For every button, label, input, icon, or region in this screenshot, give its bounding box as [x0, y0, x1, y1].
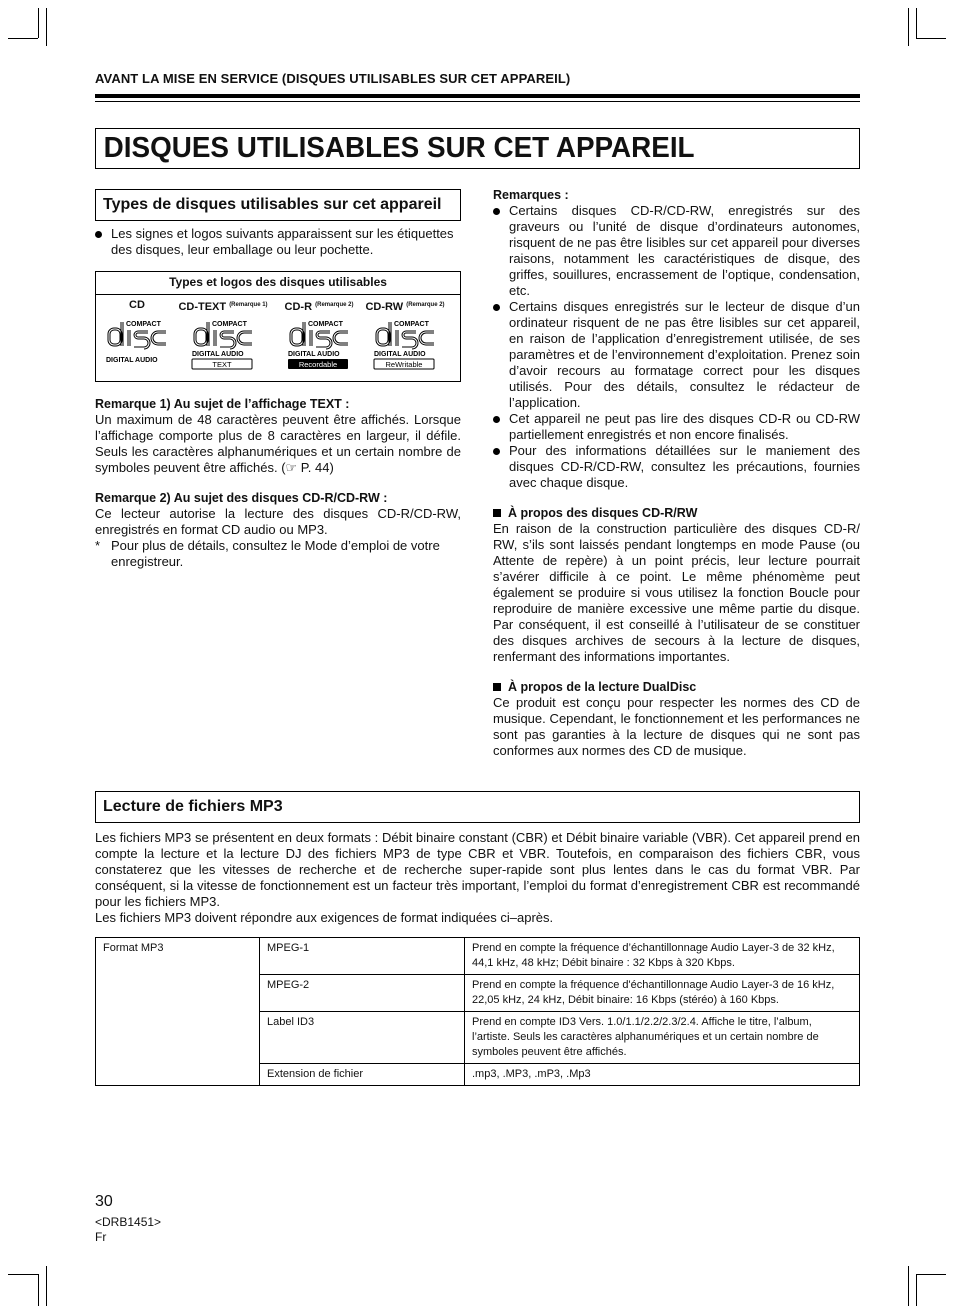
logo-digital-audio-text: DIGITAL AUDIO: [192, 351, 244, 358]
logo-label-text: CD-R: [284, 301, 313, 313]
crop-mark: [916, 8, 917, 38]
logo-label-text: CD-RW: [365, 301, 404, 313]
remark-item: [493, 203, 860, 299]
table-key-cell: Label ID3: [260, 1012, 465, 1064]
crop-mark: [916, 38, 946, 39]
mp3-intro-para2: Les fichiers MP3 doivent répondre aux exigences de format indiquées ci–après.: [95, 910, 554, 925]
logo-rewritable-badge: ReWritable: [385, 360, 423, 369]
page-title: [95, 128, 860, 169]
remarks-title: Remarques :: [493, 188, 569, 202]
remark2: [95, 490, 461, 570]
logo-digital-audio-text: DIGITAL AUDIO: [374, 351, 426, 358]
crop-mark: [916, 1274, 946, 1275]
remark2-star-note: [95, 538, 461, 570]
language-code: Fr: [95, 1230, 107, 1244]
logo-label: [92, 296, 182, 314]
crop-mark: [916, 1274, 917, 1306]
logo-label: [360, 296, 450, 314]
crop-mark: [38, 1274, 39, 1306]
square-bullet-icon: [493, 683, 501, 691]
logo-label: [274, 296, 364, 314]
remark-item-text: Certains disques CD-R/CD-RW, enregistrés sur des graveurs ou l’unité de disque d’ordinateurs autonomes, risquent de ne pas être lisibles sur cet appareil pour diverses raisons, notamment les caractéristiques de disque, des griffes, souillures, encrassement de l’optique, condensation, etc.: [509, 203, 860, 298]
crop-mark: [908, 1266, 909, 1306]
disc-logo-table: [95, 271, 461, 382]
logo-label-note: (Remarque 2): [315, 302, 354, 308]
table-value-cell: Prend en compte la fréquence d'échantillonnage Audio Layer-3 de 16 kHz, 22,05 kHz, 24 kHz, Débit binaire: 16 Kbps (stéréo) à 160 Kbps.: [465, 975, 860, 1012]
dualdisc-body: Ce produit est conçu pour respecter les normes des CD de musique. Cependant, le fonctionnement et les performances ne sont pas garanties à la lecture de disques qui ne sont pas conformes aux normes des CD de musique.: [493, 695, 860, 758]
mp3-heading-text: Lecture de fichiers MP3: [103, 798, 283, 815]
table-row: [96, 938, 860, 975]
bullet-dot: [493, 208, 500, 215]
doc-code: <DRB1451>: [95, 1215, 162, 1229]
crop-mark: [46, 1266, 47, 1306]
bullet-dot: [95, 231, 102, 238]
logo-recordable-badge: Recordable: [298, 360, 338, 369]
logo-table-title: Types et logos des disques utilisables: [96, 272, 460, 295]
crop-mark: [908, 8, 909, 46]
logo-compact-text: COMPACT: [308, 321, 343, 328]
intro-bullet-text: Les signes et logos suivants apparaissent sur les étiquettes des disques, leur emballage ou leur pochette.: [111, 226, 454, 257]
logo-digital-audio-text: DIGITAL AUDIO: [106, 357, 158, 364]
dualdisc-title: [493, 679, 860, 695]
dualdisc-title-text: À propos de la lecture DualDisc: [508, 680, 697, 694]
remark-item-text: Certains disques enregistrés sur le lecteur de disque d’un ordinateur risquent de ne pas être lisibles sur cet appareil, en raison de l’application d’enregistrement utilisée, de ses paramètres et de l’environnement d’exploitation. Prenez soin d’avoir recours au formatage correct pour les disques utilisés. Pour des détails, consultez le rédacteur de l’application.: [509, 299, 860, 410]
cd-r-logo-icon: [286, 318, 352, 374]
bullet-dot: [493, 448, 500, 455]
format-label-cell: Format MP3: [96, 938, 260, 1086]
logo-compact-text: COMPACT: [394, 321, 429, 328]
crop-mark: [8, 38, 38, 39]
bullet-dot: [493, 416, 500, 423]
remark-item-text: Cet appareil ne peut pas lire des disques CD-R ou CD-RW partiellement enregistrés et non encore finalisés.: [509, 411, 860, 442]
cdr-rw-body: En raison de la construction particulière des disques CD-R/ RW, s’ils sont laissés pendant longtemps en mode Pause (ou Attente de repère) à un point précis, leur lecture pourrait s’avérer difficile à ce point. Le même phénomème peut également se produire si vous utilisez la fonction Boucle pour reproduire de manière excessive une même partie du disque. Par conséquent, il est conseillé à l’utilisateur de se constituer des disques archives de secours à la lecture de disques, renfermant des informations importantes.: [493, 521, 860, 664]
logo-label-note: (Remarque 1): [229, 302, 268, 308]
right-column: [493, 187, 860, 759]
page-number: 30: [95, 1193, 113, 1210]
square-bullet-icon: [493, 509, 501, 517]
logo-compact-text: COMPACT: [212, 321, 247, 328]
header-rule: [95, 94, 860, 98]
table-key-cell: MPEG-1: [260, 938, 465, 975]
logo-digital-audio-text: DIGITAL AUDIO: [288, 351, 340, 358]
dualdisc-section: [493, 679, 860, 759]
header-rule: [95, 101, 860, 102]
remark1-title: Remarque 1) Au sujet de l’affichage TEXT :: [95, 397, 350, 411]
page-title-text: DISQUES UTILISABLES SUR CET APPAREIL: [103, 132, 695, 164]
bullet-dot: [493, 304, 500, 311]
types-heading: [95, 189, 461, 221]
logo-cell-cd-text: [178, 296, 268, 379]
section-header: AVANT LA MISE EN SERVICE (DISQUES UTILISABLES SUR CET APPAREIL): [95, 71, 571, 86]
logo-compact-text: COMPACT: [126, 321, 161, 328]
types-heading-text: Types de disques utilisables sur cet appareil: [103, 196, 442, 213]
crop-mark: [38, 8, 39, 38]
footer-codes: [95, 1215, 161, 1245]
cdr-rw-title: [493, 505, 860, 521]
mp3-intro-para1: Les fichiers MP3 se présentent en deux formats : Débit binaire constant (CBR) et Débit binaire variable (VBR). Cet appareil prend en compte la lecture et la lecture DJ des fichiers MP3 de type CBR et VBR. Toutefois, en comparaison des fichiers CBR, vous constaterez que les vitesses de recherche et de recherche super-rapide sont plus lentes dans le cas du format VBR. Par conséquent, si la vitesse de fonctionnement est un facteur très important, l’emploi du format d’enregistrement CBR est recommandé pour les fichiers MP3.: [95, 830, 860, 909]
table-key-cell: MPEG-2: [260, 975, 465, 1012]
logo-label-text: CD: [129, 299, 145, 311]
crop-mark: [8, 1274, 38, 1275]
remark2-body: Ce lecteur autorise la lecture des disques CD-R/CD-RW, enregistrés en format CD audio ou MP3.: [95, 506, 461, 537]
asterisk-icon: *: [95, 538, 101, 553]
intro-bullet: [95, 226, 461, 258]
cd-text-logo-icon: [190, 318, 256, 374]
logo-cell-cd-rw: [360, 296, 450, 379]
table-value-cell: .mp3, .MP3, .mP3, .Mp3: [465, 1064, 860, 1086]
table-value-cell: Prend en compte la fréquence d’échantillonnage Audio Layer-3 de 32 kHz, 44,1 kHz, 48 kHz; Débit binaire : 32 Kbps à 320 Kbps.: [465, 938, 860, 975]
remark-item: [493, 443, 860, 491]
cdr-rw-title-text: À propos des disques CD-R/RW: [508, 506, 698, 520]
compact-disc-logo-icon: [104, 318, 170, 374]
table-value-cell: Prend en compte ID3 Vers. 1.0/1.1/2.2/2.3/2.4. Affiche le titre, l’album, l’artiste. Seuls les caractères alphanumériques et un certain nombre de symboles peuvent être affichés.: [465, 1012, 860, 1064]
remarks-left: [95, 396, 461, 570]
remark2-title: Remarque 2) Au sujet des disques CD-R/CD-RW :: [95, 491, 388, 505]
table-key-cell: Extension de fichier: [260, 1064, 465, 1086]
crop-mark: [46, 8, 47, 46]
mp3-intro: [95, 830, 860, 926]
logo-label-text: CD-TEXT: [178, 301, 227, 313]
star-note-text: Pour plus de détails, consultez le Mode d’emploi de votre enregistreur.: [111, 538, 440, 569]
remark1: [95, 396, 461, 476]
logo-cell-cd-r: [274, 296, 364, 379]
remark-item-text: Pour des informations détaillées sur le maniement des disques CD-R/CD-RW, consultez les précautions, fournies avec chaque disque.: [509, 443, 860, 490]
logo-label-note: (Remarque 2): [406, 302, 445, 308]
logo-label: [178, 296, 268, 314]
remark1-body: Un maximum de 48 caractères peuvent être affichés. Lorsque l’affichage comporte plus de 8 caractères en largeur, il défile. Seuls les caractères alphanumériques et un certain nombre de symboles peuvent être affichés. (☞ P. 44): [95, 412, 461, 475]
mp3-heading: [95, 791, 860, 823]
remark-item: [493, 299, 860, 411]
logo-text-badge: TEXT: [212, 360, 232, 369]
logo-cell-cd: [92, 296, 182, 379]
cd-rw-logo-icon: [372, 318, 438, 374]
mp3-format-table: [95, 937, 860, 1086]
cdr-rw-section: [493, 505, 860, 665]
remark-item: [493, 411, 860, 443]
